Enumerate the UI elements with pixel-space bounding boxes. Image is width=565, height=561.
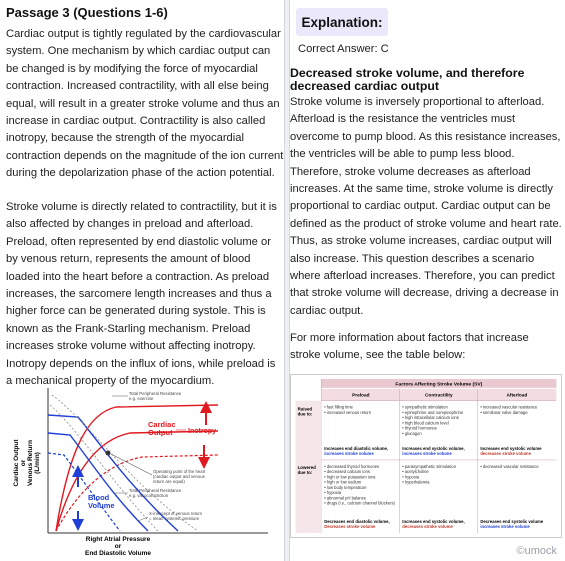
row2-result-after-2: increases stroke volume <box>480 524 530 530</box>
cardiac-output-label-2: Output <box>148 428 173 437</box>
explanation-badge: Explanation: <box>296 8 388 36</box>
blood-volume-label-2: Volume <box>88 501 115 510</box>
table-list-item: • increased vascular resistance <box>480 404 538 410</box>
table-list-item: • acetylcholine <box>402 469 429 475</box>
table-list-item: • parasympathetic stimulation <box>402 463 457 469</box>
explanation-paragraph-1: Stroke volume is inversely proportional to afterload. Afterload is the resistance the ventricles must overcome to pump blood. As this resistance increases, the ventricles will be able to pump less blood. Therefore, stroke volume decreases as afterload increases. At the same time, stroke volume is directly proportional to cardiac output. Cardiac output can be defined as the product of stroke volume and heart rate. Thus, as stroke volume increases, cardiac output will also increase. This question describes a scenario where afterload increases. Therefore, you can predict that stroke volume will decrease, driving a decrease in cardiac output. <box>290 96 562 317</box>
table-list-item: • high or low sodium <box>324 479 362 485</box>
table-list-item: • high or low potassium ions <box>324 474 376 480</box>
explanation-heading: Decreased stroke volume, and therefore decreased cardiac output <box>290 66 525 93</box>
inotropy-label: Inotropy <box>188 428 216 435</box>
x-axis-label-2: or <box>114 543 122 550</box>
row1-label-2: due to: <box>297 411 313 417</box>
y-axis-label-4: (L/min) <box>34 452 41 474</box>
operating-point-label-2: (cardiac output and venous <box>153 474 205 479</box>
col-header-contractility: Contractility <box>425 393 453 399</box>
table-list-item: • semilunar valve damage <box>480 409 528 415</box>
row2-result-contract-1: Increases end systolic volume, <box>402 519 465 525</box>
tpr-label-1: Total Peripheral Resistance <box>129 391 182 396</box>
xintercept-label-2: = mean systemic pressure <box>149 516 200 521</box>
watermark: ©umock <box>516 545 557 557</box>
cardiac-output-label-1: Cardiac <box>148 420 176 429</box>
passage-title: Passage 3 (Questions 1-6) <box>6 5 168 20</box>
table-list-item: • fast filling time <box>324 404 353 410</box>
table-list-item: • glucagon <box>402 430 422 436</box>
cardiac-venous-return-graph <box>8 383 280 558</box>
row1-label-1: Raised <box>297 406 313 412</box>
row2-afterload-list <box>480 464 539 469</box>
tpr2-label-1: Total Peripheral Resistance <box>129 488 182 493</box>
table-list-item: • decreased thyroid hormones <box>324 463 380 469</box>
row1-result-contract-1: Increases end systolic volume, <box>402 446 465 452</box>
row2-result-preload-2: Decreases stroke volume <box>324 524 376 530</box>
correct-answer: Correct Answer: C <box>298 43 389 55</box>
row1-result-preload-2: increases stroke volume <box>324 451 374 457</box>
row1-result-contract-2: increases stroke volume <box>402 451 452 457</box>
y-axis-label-1: Cardiac Output <box>13 439 20 487</box>
y-axis-label-2: or <box>20 459 27 467</box>
operating-point-marker <box>106 451 111 456</box>
x-axis-label-1: Right Atrial Pressure <box>85 536 151 543</box>
row2-result-preload-1: Decreases end diastolic volume, <box>324 519 390 525</box>
table-list-item: • hyperkalemia <box>402 479 430 485</box>
row2-label-1: Lowered <box>297 464 316 470</box>
table-list-item: • low body temperature <box>324 484 367 490</box>
table-list-item: • high intracellular calcium ions <box>402 415 459 421</box>
col-header-preload: Preload <box>352 393 370 399</box>
explanation-paragraph-2: For more information about factors that increase stroke volume, see the table below: <box>290 332 529 362</box>
table-list-item: • decreased calcium ions <box>324 469 370 475</box>
y-axis-label-3: Venous Return <box>27 440 34 486</box>
venous-return-curve-mid <box>48 433 148 531</box>
table-list-item: • decreased vascular resistance <box>480 463 539 469</box>
tpr-label-2: e.g. exercise <box>129 396 154 401</box>
explanation-panel <box>290 0 565 561</box>
table-list-item: • sympathetic stimulation <box>402 404 448 410</box>
row2-result-contract-2: decreases stroke volume <box>402 524 453 530</box>
row2-result-after-1: Decreases end systolic volume <box>480 519 544 525</box>
col-header-afterload: Afterload <box>506 393 528 399</box>
operating-point-label-1: Operating point of the heart <box>153 469 206 474</box>
passage-paragraph-1: Cardiac output is tightly regulated by the cardiovascular system. One mechanism by which cardiac output can be changed is by modifying the force of myocardial contraction. Increased contractility, with all else being equal, will result in a greater stroke volume and thus an increase in cardiac output. Contractility is also called inotropy, because the strength of the myocardial contraction depends on the magnitude of the ion current during the depolarization phase of the action potential. <box>6 28 284 180</box>
blood-volume-label-1: Blood <box>88 493 110 502</box>
row1-result-preload-1: Increases end diastolic volume, <box>324 446 389 452</box>
row1-result-after-1: Increases end systolic volume <box>480 446 542 452</box>
table-title: Factors Affecting Stroke Volume (SV) <box>395 382 483 388</box>
table-list-item: • epinephrine and norepinephrine <box>402 409 464 415</box>
row2-label-2: due to: <box>297 469 313 475</box>
reference-curve-1 <box>50 405 158 531</box>
table-list-item: • high blood calcium level <box>402 420 449 426</box>
table-list-item: • hypoxia <box>402 474 420 480</box>
table-list-item: • increased venous return <box>324 409 372 415</box>
passage-paragraph-2: Stroke volume is directly related to contractility, but it is also affected by changes in preload and afterload. Preload, often represented by end diastolic volume or by venous return, represents the amount of blood loaded into the heart before a contraction. As preload increases, the sarcomere length increases and thus a higher force can be generated during systole. This is known as the Frank-Starling mechanism. Preload increases stroke volume without affecting inotropy. Inotropy depends on the influx of ions, while preload is a mechanical property of the myocardium. <box>6 201 277 388</box>
stroke-volume-table <box>290 374 562 538</box>
table-list-item: • thyroid hormones <box>402 425 437 431</box>
table-list-item: • drugs (i.e., calcium channel blockers) <box>324 500 395 506</box>
table-list-item: • hypoxia <box>324 490 342 496</box>
tpr2-label-2: e.g. vasoconstriction <box>129 493 169 498</box>
x-axis-label-3: End Diastolic Volume <box>85 550 151 557</box>
table-list-item: • abnormal pH balance <box>324 495 367 501</box>
operating-point-label-3: return are equal) <box>153 479 185 484</box>
xintercept-label-1: X-intercept of venous return <box>149 511 203 516</box>
row1-result-after-2: decreases stroke volume <box>480 451 531 457</box>
